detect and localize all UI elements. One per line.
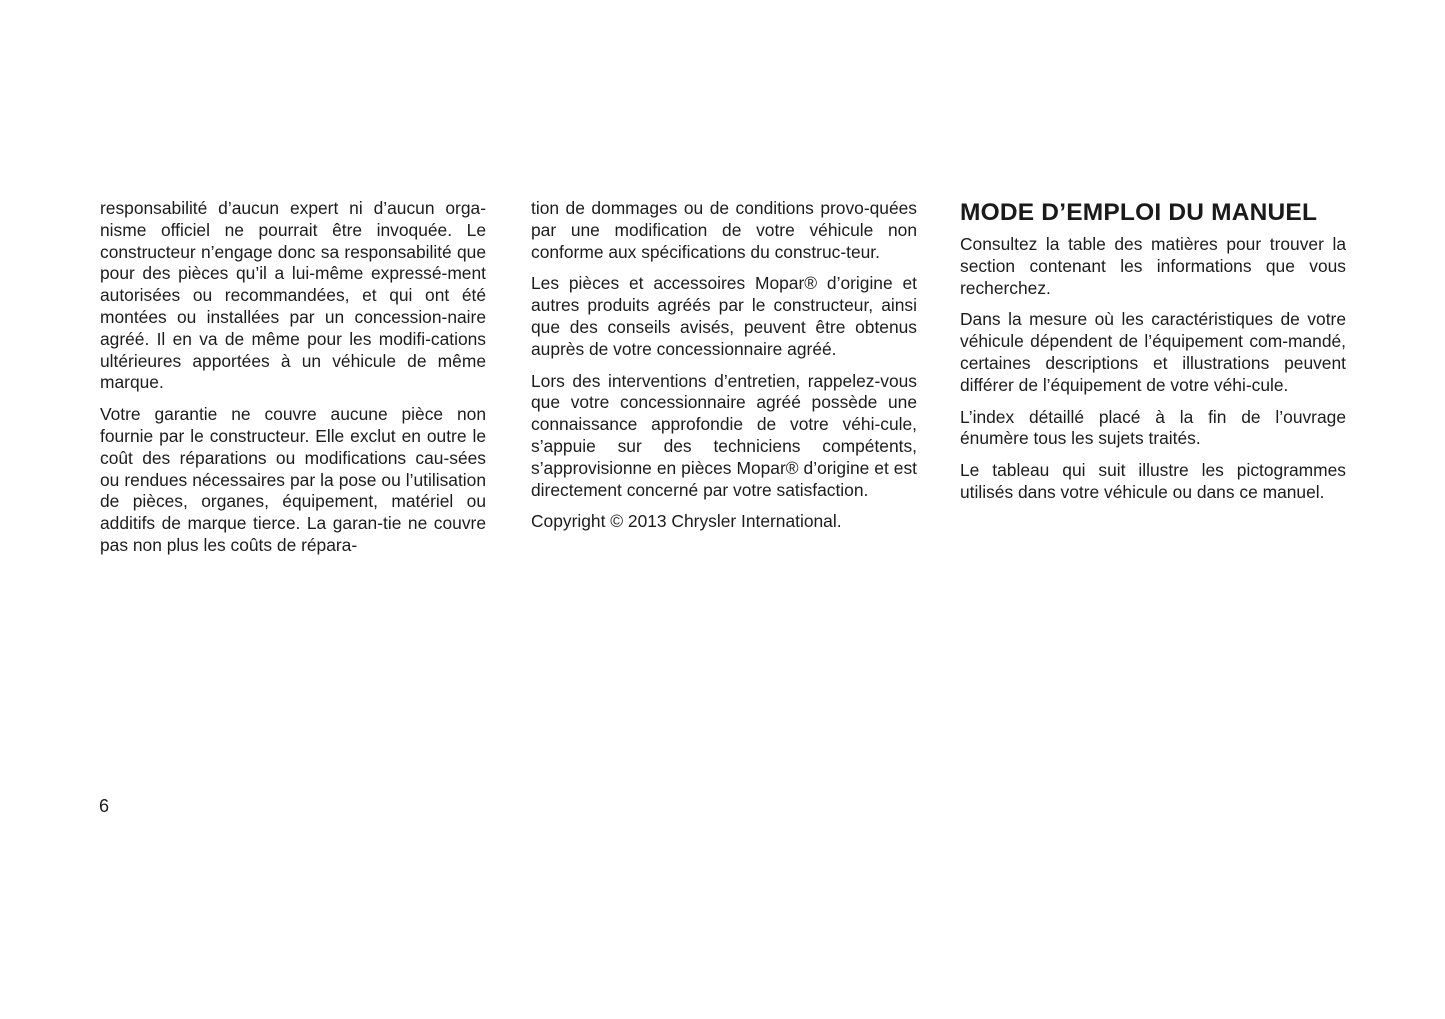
paragraph: Les pièces et accessoires Mopar® d’origine et autres produits agréés par le constructeur, ainsi que des conseils avisés, peuvent être obtenus auprès de votre concessionnaire agréé.	[531, 273, 917, 359]
paragraph: Votre garantie ne couvre aucune pièce non fournie par le constructeur. Elle exclut en outre le coût des réparations ou modifications cau-sées ou rendues nécessaires par la pose ou l’utilisation de pièces, organes, équipement, matériel ou additifs de marque tierce. La garan-tie ne couvre pas non plus les coûts de répara-	[100, 404, 486, 555]
text-column-right	[960, 198, 1346, 514]
text-column-left	[100, 198, 486, 567]
page-number: 6	[99, 796, 110, 816]
paragraph: responsabilité d’aucun expert ni d’aucun orga-nisme officiel ne pourrait être invoquée. Le constructeur n’engage donc sa responsabilité que pour des pièces qu’il a lui-même expressé-ment autorisées ou recommandées, et qui ont été montées ou installées par un concession-naire agréé. Il en va de même pour les modifi-cations ultérieures apportées à un véhicule de même marque.	[100, 198, 486, 393]
paragraph: Lors des interventions d’entretien, rappelez-vous que votre concessionnaire agréé possède une connaissance approfondie de votre véhi-cule, s’appuie sur des techniciens compétents, s’approvisionne en pièces Mopar® d’origine et est directement concerné par votre satisfaction.	[531, 370, 917, 500]
paragraph: L’index détaillé placé à la fin de l’ouvrage énumère tous les sujets traités.	[960, 406, 1346, 449]
paragraph: Le tableau qui suit illustre les pictogrammes utilisés dans votre véhicule ou dans ce manuel.	[960, 460, 1346, 502]
paragraph: tion de dommages ou de conditions provo-quées par une modification de votre véhicule non conforme aux spécifications du construc-teur.	[531, 198, 917, 262]
section-heading: MODE D’EMPLOI DU MANUEL	[960, 199, 1318, 226]
copyright-notice: Copyright © 2013 Chrysler International.	[531, 511, 842, 532]
paragraph: Consultez la table des matières pour trouver la section contenant les informations que vous recherchez.	[960, 234, 1346, 298]
text-column-middle	[531, 198, 917, 543]
paragraph: Dans la mesure où les caractéristiques de votre véhicule dépendent de l’équipement com-mandé, certaines descriptions et illustrations peuvent différer de l’équipement de votre véhi-cule.	[960, 309, 1346, 395]
